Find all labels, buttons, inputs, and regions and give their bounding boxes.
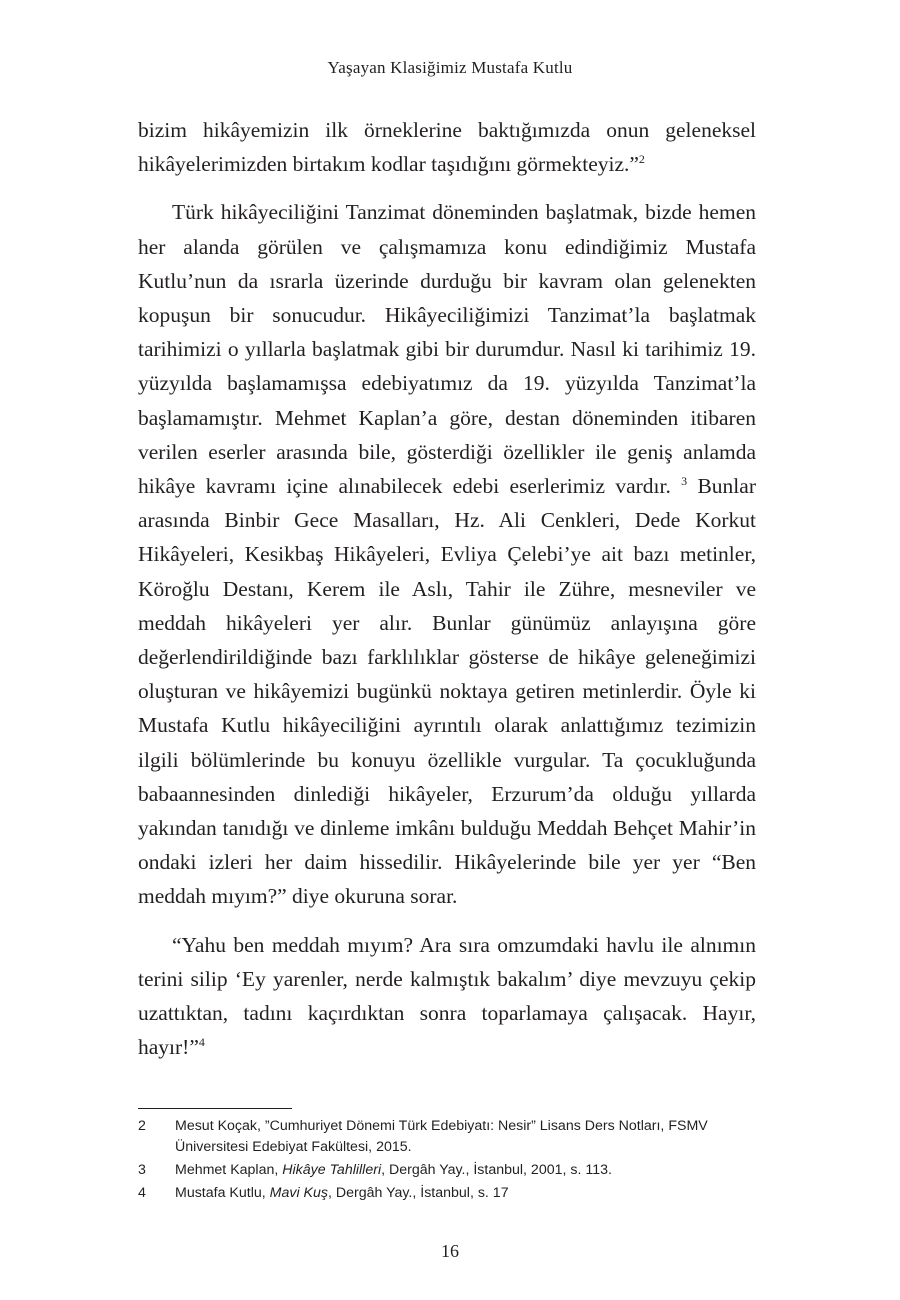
quote-text: “Yahu ben meddah mıyım? Ara sıra omzumdaki havlu ile alnımın terini silip ‘Ey yarenler, nerde kalmıştık bakalım’ diye mevzuyu çekip uzattıktan, tadını kaçırdıktan sonra toparlamaya çalışacak. Hayır, hayır!” [138, 932, 756, 1060]
footnote-ref-3[interactable]: 3 [681, 474, 688, 489]
paragraph-1-text: bizim hikâyemizin ilk örneklerine baktığımızda onun geleneksel hikâyelerimizden birtakım kodlar taşıdığını görmekteyiz.” [138, 118, 756, 177]
footnote-author: Mehmet Kaplan, [175, 1162, 283, 1178]
footnote-divider [138, 1108, 292, 1109]
footnote-ref-2[interactable]: 2 [638, 152, 645, 167]
main-text [138, 113, 756, 1078]
paragraph-1 [138, 113, 756, 181]
footnote-text: Mesut Koçak, ”Cumhuriyet Dönemi Türk Edebiyatı: Nesir” Lisans Ders Notları, FSMV Üniversitesi Edebiyat Fakültesi, 2015. [175, 1118, 708, 1155]
footnote-text [175, 1183, 758, 1204]
running-title: Yaşayan Klasiğimiz Mustafa Kutlu [327, 58, 573, 77]
footnote-3 [138, 1160, 758, 1181]
footnote-4 [138, 1183, 758, 1204]
paragraph-2 [138, 195, 756, 913]
paragraph-2-text-b: Bunlar arasında Binbir Gece Masalları, Hz. Ali Cenkleri, Dede Korkut Hikâyeleri, Kesikbaş Hikâyeleri, Evliya Çelebi’ye ait bazı metinler, Köroğlu Destanı, Kerem ile Aslı, Tahir ile Zühre, mesneviler ve meddah hikâyeleri yer alır. Bunlar günümüz anlayışına göre değerlendirildiğinde bazı farklılıklar gösterse de hikâye geleneğimizi oluşturan ve hikâyemizi bugünkü noktaya getiren metinlerdir. Öyle ki Mustafa Kutlu hikâyeciliğini ayrıntılı olarak anlattığımız tezimizin ilgili bölümlerinde bu konuyu özellikle vurgular. Ta çocukluğunda babaannesinden dinlediği hikâyeler, Erzurum’da olduğu yıllarda yakından tanıdığı ve dinleme imkânı bulduğu Meddah Behçet Mahir’in ondaki izleri her daim hissedilir. Hikâyelerinde bile yer yer “Ben meddah mıyım?” diye okuruna sorar. [138, 474, 756, 909]
footnote-publication: , Dergâh Yay., İstanbul, 2001, s. 113. [381, 1162, 612, 1178]
footnote-book-title: Hikâye Tahlilleri [282, 1162, 382, 1178]
footnote-publication: , Dergâh Yay., İstanbul, s. 17 [327, 1185, 509, 1201]
footnote-ref-4[interactable]: 4 [198, 1035, 205, 1050]
footnote-author: Mustafa Kutlu, [175, 1185, 270, 1201]
footnote-2 [138, 1116, 758, 1158]
footnote-book-title: Mavi Kuş [269, 1185, 328, 1201]
footnote-number: 2 [138, 1118, 146, 1134]
footnote-text [175, 1160, 758, 1181]
footnote-number: 4 [138, 1185, 146, 1201]
paragraph-2-text-a: Türk hikâyeciliğini Tanzimat döneminden başlatmak, bizde hemen her alanda görülen ve çalışmamıza konu edindiğimiz Mustafa Kutlu’nun da ısrarla üzerinde durduğu bir kavram olan gelenekten kopuşun bir sonucudur. Hikâyeciliğimizi Tanzimat’la başlatmak tarihimizi o yıllarla başlatmak gibi bir durumdur. Nasıl ki tarihimiz 19. yüzyılda başlamamışsa edebiyatımız da 19. yüzyılda Tanzimat’la başlamamıştır. Mehmet Kaplan’a göre, destan döneminden itibaren verilen eserler arasında bile, gösterdiği özellikler ile geniş anlamda hikâye kavramı içine alınabilecek edebi eserlerimiz vardır. [138, 200, 756, 499]
footnotes [138, 1116, 758, 1206]
footnote-number: 3 [138, 1162, 146, 1178]
page-number: 16 [441, 1241, 459, 1261]
quote-paragraph [138, 928, 756, 1065]
